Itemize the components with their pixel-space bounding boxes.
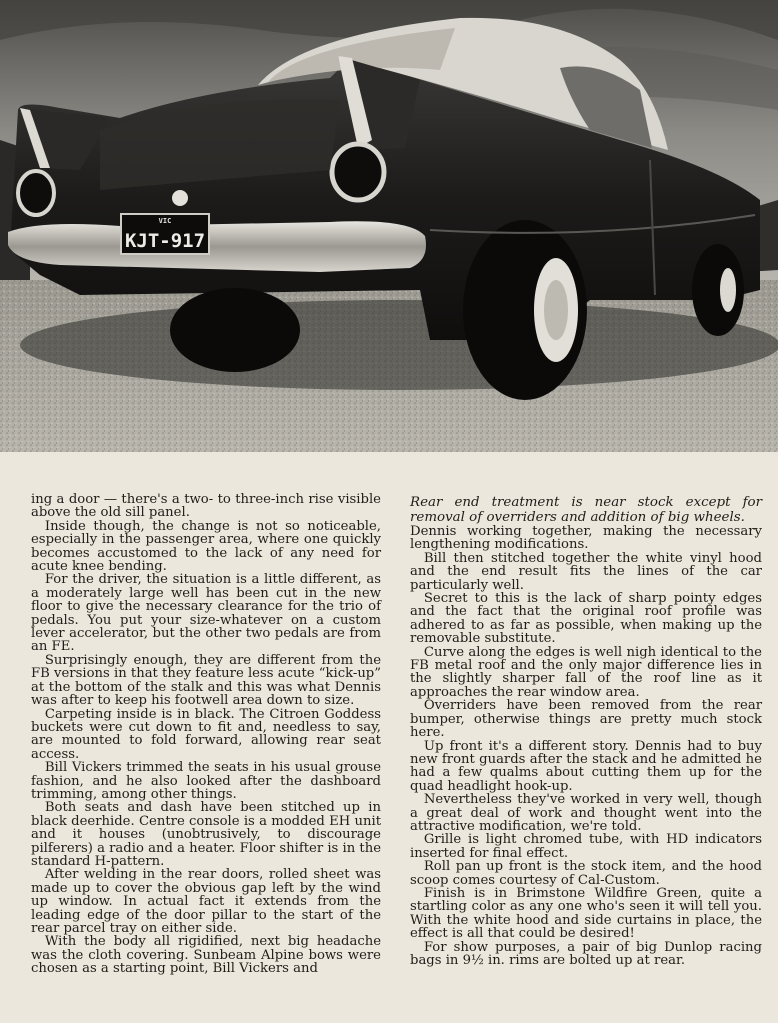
paragraph: Finish is in Brimstone Wildfire Green, quite a startling color as any one who's seen it will tell you. With the white hood and side curtains in place, the effect is all that could be desired! bbox=[410, 885, 762, 942]
paragraph: After welding in the rear doors, rolled sheet was made up to cover the obvious gap left by the wind up window. In actual fact it extends from the leading edge of the door pillar to the start of the rear parcel tray on either side. bbox=[31, 867, 381, 936]
article-column-left bbox=[31, 493, 381, 976]
paragraph: Grille is light chromed tube, with HD indicators inserted for final effect. bbox=[410, 832, 762, 861]
paragraph: Nevertheless they've worked in very well, though a great deal of work and thought went into the attractive modification, we're told. bbox=[410, 792, 762, 834]
paragraph: Surprisingly enough, they are different from the FB versions in that they feature less acute “kick-up” at the bottom of the stalk and this was what Dennis was after to keep his footwell area down to size. bbox=[31, 652, 381, 709]
paragraph: Secret to this is the lack of sharp pointy edges and the fact that the original roof profile was adhered to as far as possible, when making up the removable substitute. bbox=[410, 591, 762, 647]
paragraph: Carpeting inside is in black. The Citroen Goddess buckets were cut down to fit and, needless to say, are mounted to fold forward, allowing rear seat access. bbox=[31, 706, 381, 762]
paragraph: Overriders have been removed from the rear bumper, otherwise things are pretty much stock here. bbox=[410, 698, 762, 741]
paragraph: Roll pan up front is the stock item, and the hood scoop comes courtesy of Cal-Custom. bbox=[410, 859, 762, 888]
paragraph: Up front it's a different story. Dennis had to buy new front guards after the stack and he admitted he had a few qualms about cutting them up for the quad headlight hook-up. bbox=[410, 738, 762, 794]
paragraph: With the body all rigidified, next big headache was the cloth covering. Sunbeam Alpine bows were chosen as a starting point, Bill Vickers and bbox=[31, 934, 381, 977]
paragraph: Both seats and dash have been stitched up in black deerhide. Centre console is a modded EH unit and it houses (unobtrusively, to discourage pilferers) a radio and a heater. Floor shifter is in the standard H-pattern. bbox=[31, 800, 382, 869]
car-photo bbox=[0, 0, 778, 452]
paragraph: Bill Vickers trimmed the seats in his usual grouse fashion, and he also looked after the dashboard trimming, among other things. bbox=[31, 760, 381, 802]
plate-state: VIC bbox=[158, 217, 172, 225]
paragraph: For show purposes, a pair of big Dunlop racing bags in 9½ in. rims are bolted up at rear. bbox=[410, 939, 762, 968]
paragraph: For the driver, the situation is a little different, as a moderately large well has been cut in the new floor to give the necessary clearance for the trio of pedals. You put your size-whatever on a custom lever accelerator, but the other two pedals are from an FE. bbox=[31, 572, 381, 655]
paragraph: Dennis working together, making the necessary lengthening modifications. bbox=[410, 524, 762, 553]
plate-number: KJT-917 bbox=[124, 230, 206, 252]
paragraph: Inside though, the change is not so noticeable, especially in the passenger area, where one quickly becomes accustomed to the lack of any need for acute knee bending. bbox=[31, 518, 381, 575]
paragraph: Bill then stitched together the white vinyl hood and the end result fits the lines of the car particularly well. bbox=[410, 550, 762, 593]
photo-caption: Rear end treatment is near stock except for removal of overriders and addition of big wheels. bbox=[410, 495, 762, 525]
paragraph: ing a door — there's a two- to three-inch rise visible above the old sill panel. bbox=[31, 492, 381, 521]
article-column-right bbox=[410, 496, 762, 967]
paragraph: Curve along the edges is well nigh identical to the FB metal roof and the only major difference lies in the slightly sharper fall of the roof line as it approaches the rear window area. bbox=[410, 644, 762, 700]
